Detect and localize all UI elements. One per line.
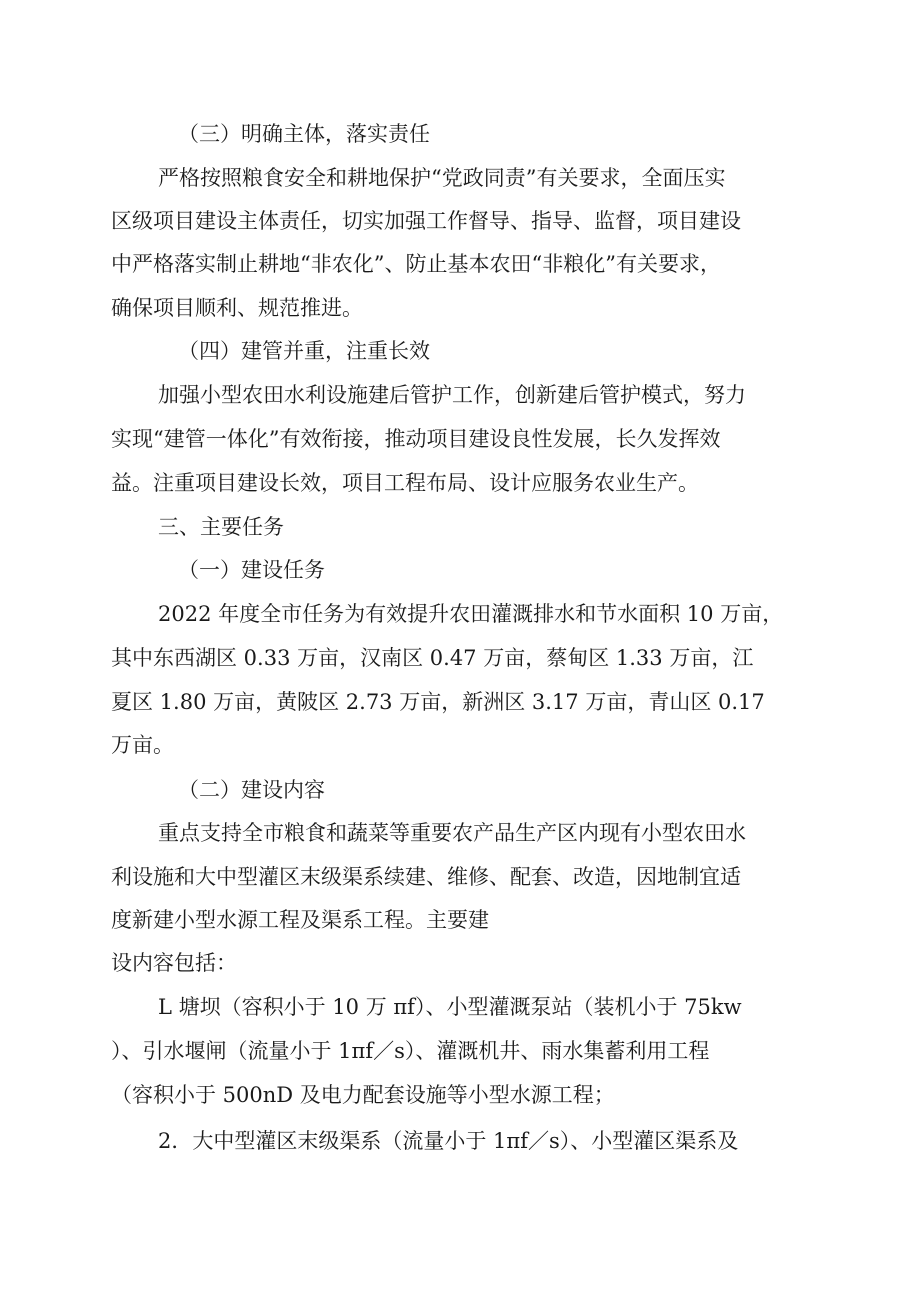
chapter-heading: 三、主要任务 [158,515,284,539]
paragraph-line: 设内容包括： [111,951,237,975]
section-heading-4: （四）建管并重，注重长效 [178,339,430,363]
paragraph-line: 夏区 1.80 万亩，黄陂区 2.73 万亩，新洲区 3.17 万亩，青山区 0.17 [111,690,765,714]
section-heading-3: （三）明确主体，落实责任 [178,122,430,146]
paragraph-line: 度新建小型水源工程及渠系工程。主要建 [111,908,489,932]
paragraph-line: 区级项目建设主体责任，切实加强工作督导、指导、监督，项目建设 [111,209,741,233]
list-item-2: 2．大中型灌区末级渠系（流量小于 1πf／s）、小型灌区渠系及 [158,1129,739,1153]
paragraph-line: （容积小于 500nD 及电力配套设施等小型水源工程； [111,1083,615,1107]
paragraph-line: ）、引水堰闸（流量小于 1πf／s）、灌溉机井、雨水集蓄利用工程 [111,1039,710,1063]
paragraph-line: 重点支持全市粮食和蔬菜等重要农产品生产区内现有小型农田水 [158,821,746,845]
section-heading-2: （二）建设内容 [178,778,325,802]
paragraph-line: 2022 年度全市任务为有效提升农田灌溉排水和节水面积 10 万亩， [158,602,784,626]
paragraph-line: 其中东西湖区 0.33 万亩，汉南区 0.47 万亩，蔡甸区 1.33 万亩，江 [111,646,754,670]
paragraph-line: 中严格落实制止耕地“非农化”、防止基本农田“非粮化”有关要求， [111,252,721,276]
list-item-1: L 塘坝（容积小于 10 万 πf）、小型灌溉泵站（装机小于 75kw [158,995,742,1019]
paragraph-line: 严格按照粮食安全和耕地保护“党政同责”有关要求，全面压实 [158,166,726,190]
paragraph-line: 实现“建管一体化”有效衔接，推动项目建设良性发展，长久发挥效 [111,427,721,451]
paragraph-line: 利设施和大中型灌区末级渠系续建、维修、配套、改造，因地制宜适 [111,865,741,889]
paragraph-line: 益。注重项目建设长效，项目工程布局、设计应服务农业生产。 [111,471,699,495]
paragraph-line: 确保项目顺利、规范推进。 [111,296,363,320]
paragraph-line: 加强小型农田水利设施建后管护工作，创新建后管护模式，努力 [158,383,746,407]
section-heading-1: （一）建设任务 [178,558,325,582]
paragraph-line: 万亩。 [111,733,174,757]
